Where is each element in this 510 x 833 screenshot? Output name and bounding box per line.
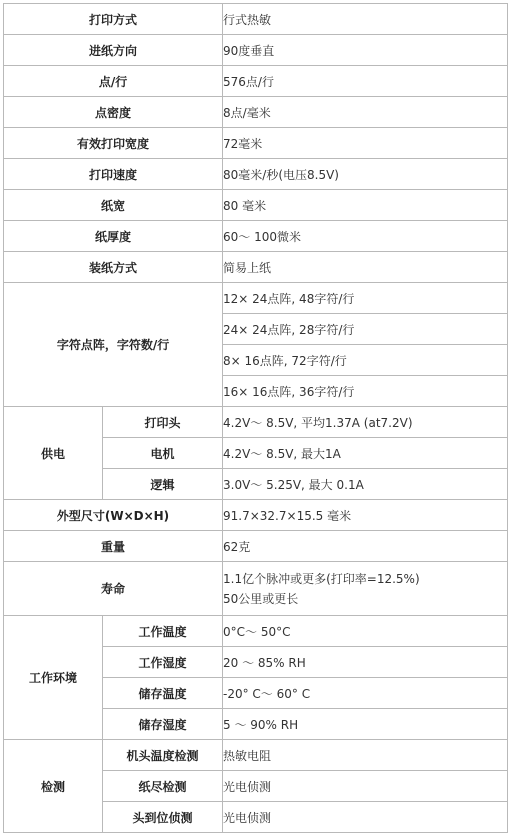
row-value: 8× 16点阵, 72字符/行 [223, 345, 508, 376]
row-label: 重量 [4, 531, 223, 562]
lifespan-line: 1.1亿个脉冲或更多(打印率=12.5%) [223, 571, 420, 586]
row-label: 纸厚度 [4, 221, 223, 252]
spec-row-paper-feed [4, 35, 508, 66]
spec-row-detection [4, 740, 508, 771]
spec-row-print-method [4, 4, 508, 35]
spec-row-paper-width [4, 190, 508, 221]
row-label: 外型尺寸(W×D×H) [4, 500, 223, 531]
row-value: 91.7×32.7×15.5 毫米 [223, 500, 508, 531]
spec-row-dot-density [4, 97, 508, 128]
row-value: 24× 24点阵, 28字符/行 [223, 314, 508, 345]
sub-label: 打印头 [103, 407, 223, 438]
group-label: 检测 [4, 740, 103, 833]
sub-label: 储存温度 [103, 678, 223, 709]
row-value: 4.2V～ 8.5V, 最大1A [223, 438, 508, 469]
row-value: 72毫米 [223, 128, 508, 159]
row-label: 装纸方式 [4, 252, 223, 283]
row-label: 寿命 [4, 562, 223, 616]
row-value: 20 ～ 85% RH [223, 647, 508, 678]
spec-row-environment [4, 616, 508, 647]
row-value: 576点/行 [223, 66, 508, 97]
row-value: 光电侦测 [223, 771, 508, 802]
sub-label: 电机 [103, 438, 223, 469]
row-value: 光电侦测 [223, 802, 508, 833]
group-label: 工作环境 [4, 616, 103, 740]
sub-label: 机头温度检测 [103, 740, 223, 771]
row-label: 字符点阵，字符数/行 [4, 283, 223, 407]
row-value: 62克 [223, 531, 508, 562]
row-value: -20° C～ 60° C [223, 678, 508, 709]
spec-row-print-width [4, 128, 508, 159]
row-value: 4.2V～ 8.5V, 平均1.37A (at7.2V) [223, 407, 508, 438]
sub-label: 储存湿度 [103, 709, 223, 740]
row-value [223, 562, 508, 616]
row-label: 纸宽 [4, 190, 223, 221]
row-value: 12× 24点阵, 48字符/行 [223, 283, 508, 314]
row-label: 打印速度 [4, 159, 223, 190]
group-label: 供电 [4, 407, 103, 500]
row-value: 90度垂直 [223, 35, 508, 66]
sub-label: 头到位侦测 [103, 802, 223, 833]
row-value: 热敏电阻 [223, 740, 508, 771]
spec-row-dots-per-line [4, 66, 508, 97]
row-label: 点密度 [4, 97, 223, 128]
row-value: 0°C～ 50°C [223, 616, 508, 647]
row-value: 60～ 100微米 [223, 221, 508, 252]
spec-table [3, 3, 508, 833]
spec-row-print-speed [4, 159, 508, 190]
row-label: 进纸方向 [4, 35, 223, 66]
row-value: 80 毫米 [223, 190, 508, 221]
lifespan-line: 50公里或更长 [223, 591, 299, 606]
row-value: 16× 16点阵, 36字符/行 [223, 376, 508, 407]
row-value: 3.0V～ 5.25V, 最大 0.1A [223, 469, 508, 500]
sub-label: 工作温度 [103, 616, 223, 647]
spec-row-power [4, 407, 508, 438]
row-label: 打印方式 [4, 4, 223, 35]
row-value: 80毫米/秒(电压8.5V) [223, 159, 508, 190]
sub-label: 纸尽检测 [103, 771, 223, 802]
row-value: 8点/毫米 [223, 97, 508, 128]
row-label: 点/行 [4, 66, 223, 97]
spec-row-paper-loading [4, 252, 508, 283]
row-label: 有效打印宽度 [4, 128, 223, 159]
sub-label: 工作湿度 [103, 647, 223, 678]
spec-row-paper-thickness [4, 221, 508, 252]
spec-row-char-matrix [4, 283, 508, 314]
row-value: 行式热敏 [223, 4, 508, 35]
row-value: 5 ～ 90% RH [223, 709, 508, 740]
spec-row-dimensions [4, 500, 508, 531]
spec-row-weight [4, 531, 508, 562]
spec-row-lifespan [4, 562, 508, 616]
sub-label: 逻辑 [103, 469, 223, 500]
row-value: 简易上纸 [223, 252, 508, 283]
